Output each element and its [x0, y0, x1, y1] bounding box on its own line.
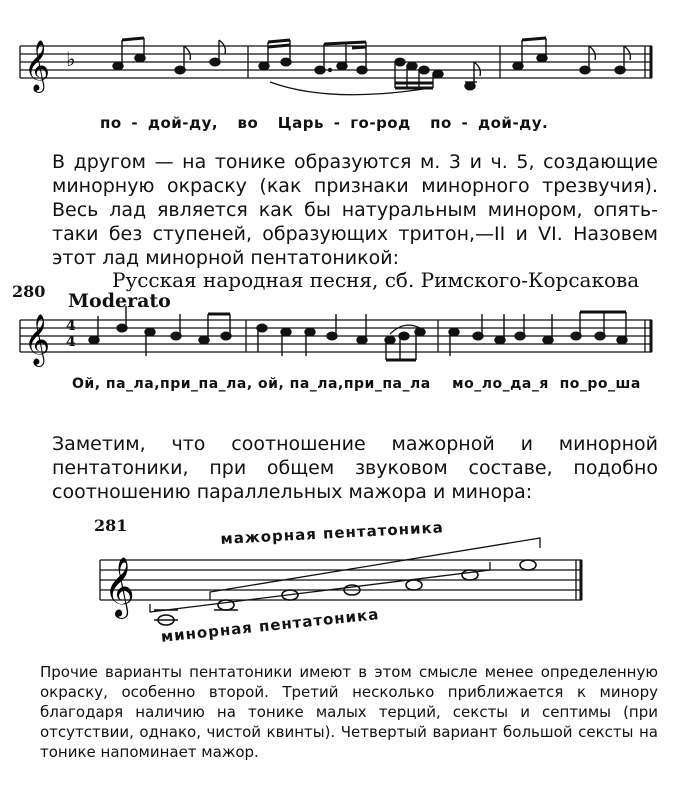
- example-280-source: Русская народная песня, сб. Римского-Корсакова: [112, 268, 640, 292]
- example-281-number: 281: [94, 516, 128, 535]
- time-signature-top: 4: [66, 318, 76, 334]
- svg-text:𝄞: 𝄞: [24, 40, 51, 91]
- top-staff: [0, 0, 673, 110]
- svg-text:♭: ♭: [66, 47, 76, 71]
- example-280-lyrics: Ой, па_ла,при_па_ла, ой, па_ла,при_па_ла мо_ло_да_я по_ро_ша: [72, 376, 641, 392]
- svg-text:𝄞: 𝄞: [104, 557, 135, 617]
- paragraph-minor-pentatonic: В другом — на тонике образуются м. 3 и ч. 5, создающие минорную окраску (как признаки минорного трезвучия). Весь лад является как бы натуральным минором, опять-таки без ступеней, образующих тритон,—II и VI. Назовем этот лад минорной пентатоникой:: [52, 151, 658, 269]
- svg-text:𝄞: 𝄞: [24, 314, 51, 365]
- time-signature-bottom: 4: [66, 334, 76, 350]
- staff-280: [0, 300, 673, 380]
- top-lyrics: по - дой-ду, во Царь - го-род по - дой-ду.: [100, 114, 549, 132]
- paragraph-other-variants: Прочие варианты пентатоники имеют в этом смысле менее определенную окраску, особенно второй. Третий несколько приближается к минору благодаря наличию на тонике малых терций, сексты и септимы (при отсутствии, однако, чистой квинты). Четвертый вариант большой сексты на тонике напоминает мажор.: [40, 663, 658, 761]
- example-280-number: 280: [12, 282, 46, 301]
- paragraph-comparison: Заметим, что соотношение мажорной и минорной пентатоники, при общем звуковом составе, подобно соотношению параллельных мажора и минора:: [52, 433, 658, 503]
- label-major-pentatonic: мажорная пентатоника: [220, 518, 445, 548]
- example-280-tempo: Moderato: [68, 290, 171, 312]
- label-minor-pentatonic: минорная пентатоника: [160, 605, 381, 646]
- time-signature: [66, 318, 76, 350]
